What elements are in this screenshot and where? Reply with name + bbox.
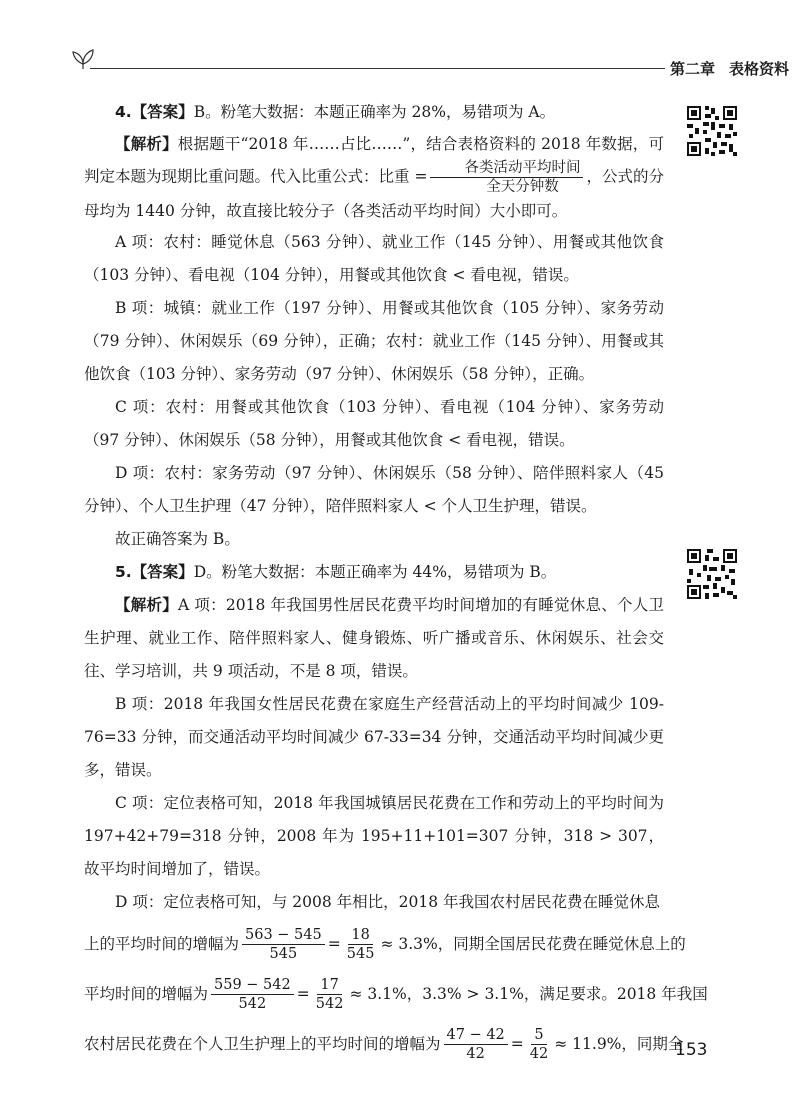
- fraction-numerator: 47 − 42: [444, 1026, 508, 1045]
- equals-sign: =: [327, 934, 341, 953]
- q5-option-d-line4: [84, 1019, 684, 1069]
- q4-option-a: A 项：农村：睡觉休息（563 分钟）、就业工作（145 分钟）、用餐或其他饮食（103 分钟）、看电视（104 分钟），用餐或其他饮食 < 看电视，错误。: [84, 233, 664, 284]
- fraction-denominator: 42: [529, 1045, 549, 1062]
- header-rule: [90, 68, 665, 69]
- fraction-denominator: 542: [315, 995, 344, 1012]
- q5-option-d-line2: [84, 919, 686, 969]
- q5-answer: [84, 556, 664, 589]
- fraction: [242, 926, 325, 963]
- formula-text: ≈ 3.3%，同期全国居民花费在睡觉休息上的: [380, 934, 686, 953]
- formula-text: 上的平均时间的增幅为: [84, 934, 240, 953]
- fraction: [344, 926, 378, 963]
- formula-text: 平均时间的增幅为: [84, 984, 209, 1003]
- answer-label: 5.【答案】: [115, 563, 194, 581]
- fraction: [313, 976, 347, 1013]
- q5-option-d-line3: [84, 969, 708, 1019]
- analysis-text-tail: ，公式的分母均为 1440 分钟，故直接比较分子（各类活动平均时间）大小即可。: [84, 167, 664, 220]
- qr-code-icon[interactable]: [685, 104, 739, 158]
- fraction-denominator: 42: [466, 1045, 485, 1062]
- fraction: [211, 976, 294, 1013]
- formula-denominator: 全天分钟数: [486, 179, 559, 195]
- equals-sign: =: [296, 984, 310, 1003]
- fraction-denominator: 542: [238, 995, 267, 1012]
- fraction-denominator: 545: [269, 945, 298, 962]
- q5-option-a: A 项：2018 年我国男性居民花费平均时间增加的有睡觉休息、个人卫生护理、就业工作、陪伴照料家人、健身锻炼、听广播或音乐、休闲娱乐、社会交往、学习培训，共 9 项活动，不是 8 项，错误。: [84, 596, 664, 680]
- q5-analysis: [84, 589, 664, 688]
- q4-option-c: C 项：农村：用餐或其他饮食（103 分钟）、看电视（104 分钟）、家务劳动（97 分钟）、休闲娱乐（58 分钟），用餐或其他饮食 < 看电视，错误。: [84, 398, 664, 449]
- chapter-title: [670, 58, 800, 79]
- fraction-numerator: 17: [317, 976, 341, 995]
- fraction: [444, 1026, 508, 1063]
- q4-analysis: [84, 129, 664, 226]
- page-number: 153: [675, 1040, 708, 1060]
- q5-option-c: C 项：定位表格可知，2018 年我国城镇居民花费在工作和劳动上的平均时间为 197+42+79=318 分钟，2008 年为 195+11+101=307 分钟，318 > 307，故平均时间增加了，错误。: [84, 794, 664, 878]
- section-title: 表格资料: [729, 60, 790, 78]
- answer-text: D。粉笔大数据：本题正确率为 44%，易错项为 B。: [193, 563, 557, 581]
- q4-answer: [84, 96, 664, 129]
- analysis-text: 根据题干“2018 年……占比……”，结合表格资料的 2018 年数据，可判定本题为现期比重问题。代入比重公式：比重 =: [84, 135, 664, 186]
- q5-option-b: B 项：2018 年我国女性居民花费在家庭生产经营活动上的平均时间减少 109-76=33 分钟，而交通活动平均时间减少 67-33=34 分钟，交通活动平均时间减少更多，错误。: [84, 695, 664, 779]
- fraction-numerator: 18: [348, 926, 372, 945]
- equals-sign: =: [510, 1034, 524, 1053]
- q4-option-d: D 项：农村：家务劳动（97 分钟）、休闲娱乐（58 分钟）、陪伴照料家人（45 分钟）、个人卫生护理（47 分钟），陪伴照料家人 < 个人卫生护理，错误。: [84, 464, 664, 515]
- q4-option-b: B 项：城镇：就业工作（197 分钟）、用餐或其他饮食（105 分钟）、家务劳动（79 分钟）、休闲娱乐（69 分钟），正确；农村：就业工作（145 分钟）、用餐或其他饮食（103 分钟）、家务劳动（97 分钟）、休闲娱乐（58 分钟），正确。: [84, 299, 664, 383]
- formula-numerator: 各类活动平均时间: [430, 159, 583, 178]
- q4-conclusion: 故正确答案为 B。: [115, 530, 240, 548]
- fraction: [527, 1026, 551, 1063]
- formula-text: ≈ 3.1%，3.3% > 3.1%，满足要求。2018 年我国: [349, 984, 708, 1003]
- fraction-numerator: 5: [531, 1026, 546, 1045]
- fraction-numerator: 559 − 542: [211, 976, 294, 995]
- analysis-label: 【解析】: [115, 135, 178, 153]
- fraction-numerator: 563 − 545: [242, 926, 325, 945]
- qr-code-icon[interactable]: [685, 547, 739, 601]
- formula-text: ≈ 11.9%，同期全: [554, 1034, 684, 1053]
- formula-text: 农村居民花费在个人卫生护理上的平均时间的增幅为: [84, 1034, 441, 1053]
- page-header: [70, 44, 790, 84]
- fraction-denominator: 545: [346, 945, 375, 962]
- leaf-icon: [70, 44, 96, 70]
- q5-option-d-line1: D 项：定位表格可知，与 2008 年相比，2018 年我国农村居民花费在睡觉休息: [115, 893, 661, 911]
- answer-label: 4.【答案】: [115, 103, 194, 121]
- ratio-formula: [430, 159, 583, 196]
- answer-text: B。粉笔大数据：本题正确率为 28%，易错项为 A。: [193, 103, 556, 121]
- chapter-number: 第二章: [670, 60, 716, 78]
- analysis-label: 【解析】: [115, 596, 178, 614]
